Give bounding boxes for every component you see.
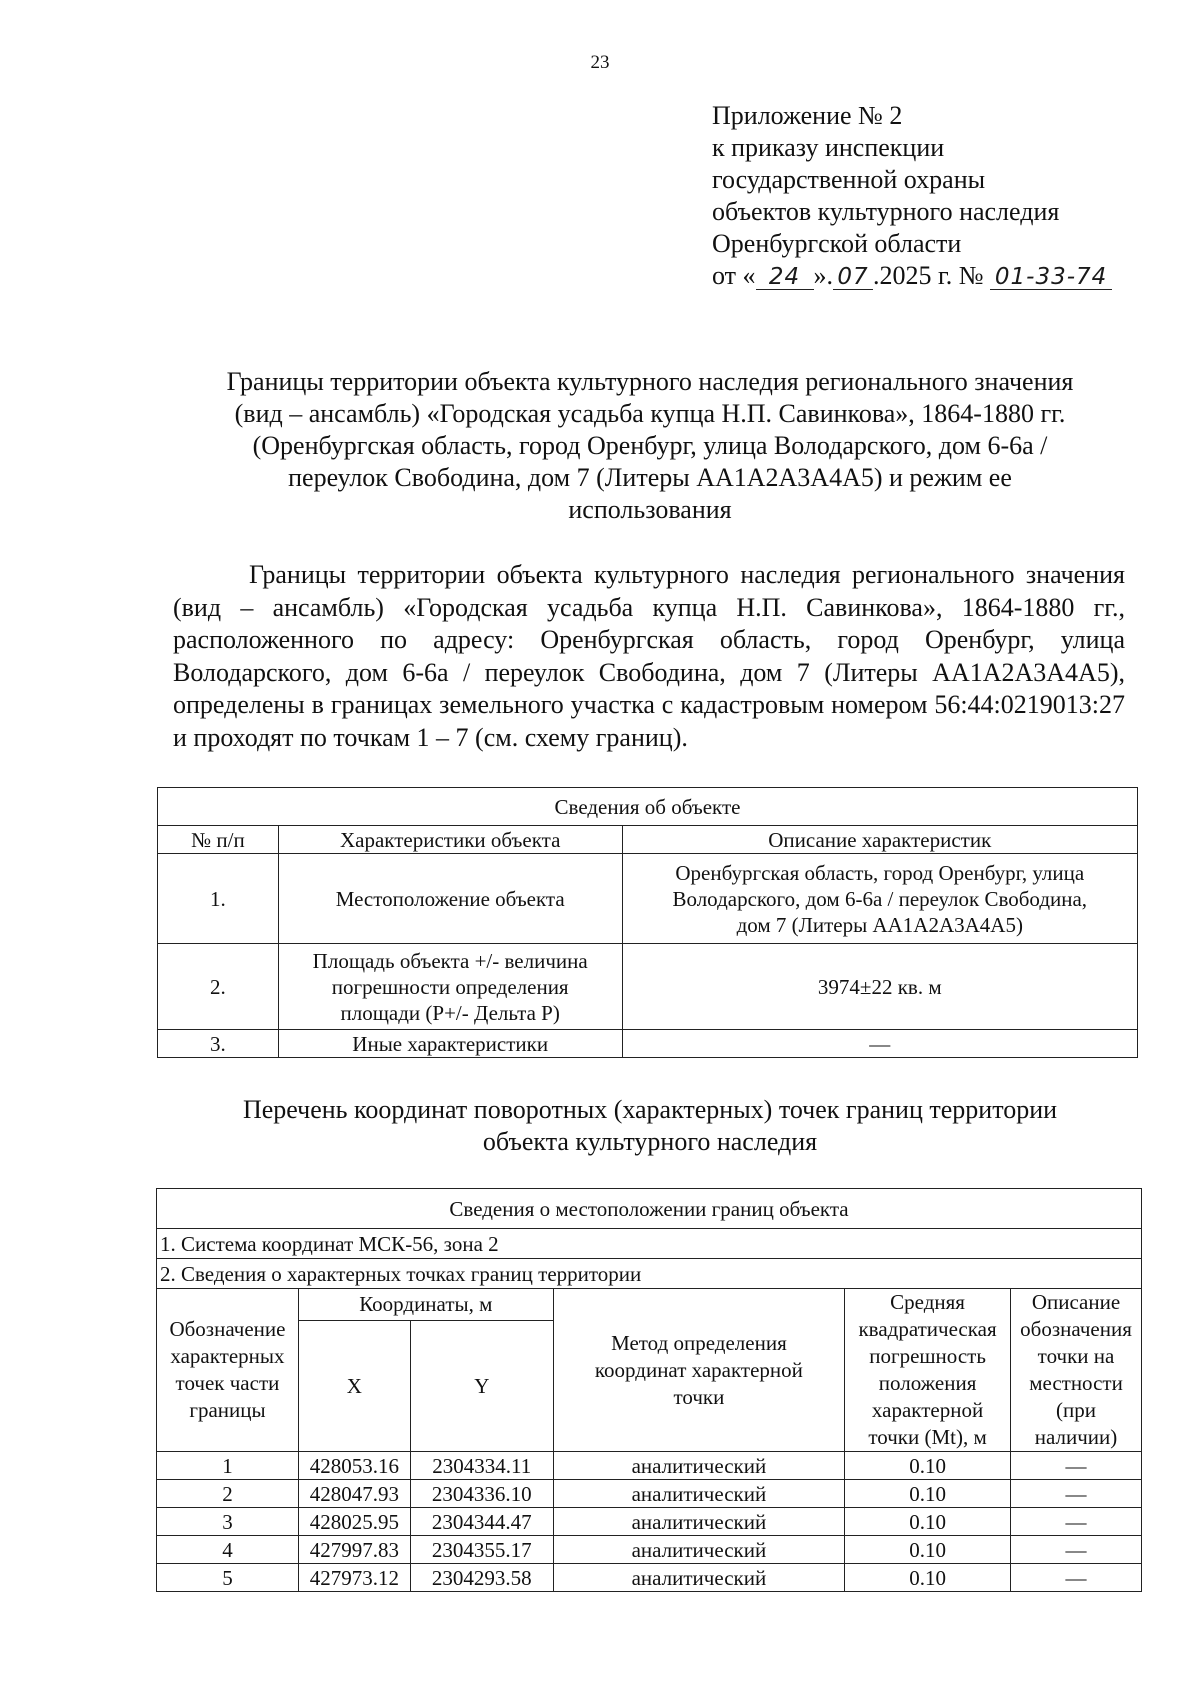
x-value: 428025.95: [298, 1508, 410, 1536]
point-number: 1: [157, 1452, 299, 1480]
y-value: 2304293.58: [410, 1564, 553, 1592]
x-header: X: [298, 1321, 410, 1452]
characteristic-description: 3974±22 кв. м: [622, 944, 1137, 1030]
y-value: 2304334.11: [410, 1452, 553, 1480]
error-value: 0.10: [845, 1536, 1011, 1564]
characteristic-name: [278, 944, 622, 1030]
header-line: Метод определения: [611, 1330, 787, 1355]
x-value: 428053.16: [298, 1452, 410, 1480]
header-line: (при: [1056, 1398, 1096, 1422]
object-table-caption: Сведения об объекте: [158, 788, 1138, 826]
header-line: Описание: [1031, 1290, 1121, 1314]
title-line: (вид – ансамбль) «Городская усадьба купца Н.П. Савинкова», 1864-1880 гг.: [234, 399, 1066, 428]
coord-table-caption: Сведения о местоположении границ объекта: [157, 1189, 1142, 1229]
point-number: 2: [157, 1480, 299, 1508]
y-header: Y: [410, 1321, 553, 1452]
y-value: 2304336.10: [410, 1480, 553, 1508]
header-line: обозначения: [1020, 1317, 1132, 1341]
column-header: Описание характеристик: [622, 826, 1137, 854]
method-value: аналитический: [553, 1452, 844, 1480]
section-title-line: Перечень координат поворотных (характерных) точек границ территории: [242, 1095, 1058, 1124]
row-number: 2.: [158, 944, 279, 1030]
error-value: 0.10: [845, 1508, 1011, 1536]
point-description: —: [1011, 1508, 1142, 1536]
table-row: [157, 1508, 1142, 1536]
method-value: аналитический: [553, 1508, 844, 1536]
header-line: точки на: [1037, 1344, 1115, 1368]
designation-header: [157, 1289, 299, 1452]
column-header: Характеристики объекта: [278, 826, 622, 854]
point-description: —: [1011, 1480, 1142, 1508]
table-row: [158, 944, 1138, 1030]
characteristic-description: [622, 854, 1137, 944]
point-number: 3: [157, 1508, 299, 1536]
table-row: [158, 854, 1138, 944]
header-line: погрешность: [869, 1344, 986, 1368]
error-value: 0.10: [845, 1480, 1011, 1508]
table-row: [157, 1536, 1142, 1564]
header-line: положения: [878, 1371, 977, 1395]
table-row: [157, 1452, 1142, 1480]
description-header: [1011, 1289, 1142, 1452]
method-value: аналитический: [553, 1536, 844, 1564]
title-line: использования: [568, 495, 732, 524]
coordinates-table: [156, 1188, 1142, 1592]
y-value: 2304355.17: [410, 1536, 553, 1564]
x-value: 427973.12: [298, 1564, 410, 1592]
title-line: переулок Свободина, дом 7 (Литеры АА1А2А3А4А5) и режим ее: [288, 463, 1012, 492]
order-date-line: [712, 260, 1112, 292]
point-description: —: [1011, 1452, 1142, 1480]
description-line: Оренбургская область, город Оренбург, улица: [675, 860, 1085, 885]
method-value: аналитический: [553, 1480, 844, 1508]
column-header: № п/п: [158, 826, 279, 854]
date-mid: ».: [813, 261, 834, 290]
header-line: Обозначение: [169, 1317, 286, 1341]
title-line: Границы территории объекта культурного наследия регионального значения: [226, 367, 1074, 396]
x-value: 427997.83: [298, 1536, 410, 1564]
point-number: 4: [157, 1536, 299, 1564]
appendix-line: Оренбургской области: [712, 229, 962, 258]
header-line: точки: [673, 1384, 725, 1409]
title-line: (Оренбургская область, город Оренбург, улица Володарского, дом 6-6а /: [252, 431, 1048, 460]
header-line: местности: [1029, 1371, 1123, 1395]
characteristic-name: Местоположение объекта: [278, 854, 622, 944]
method-value: аналитический: [553, 1564, 844, 1592]
x-value: 428047.93: [298, 1480, 410, 1508]
coordinates-section-title: [150, 1094, 1150, 1158]
header-line: наличии): [1034, 1425, 1118, 1449]
characteristic-description: —: [622, 1030, 1137, 1058]
section-title-line: объекта культурного наследия: [482, 1127, 818, 1156]
page-number: 23: [590, 52, 610, 73]
table-row: [157, 1480, 1142, 1508]
handwritten-day: 24: [756, 265, 814, 290]
appendix-line: государственной охраны: [712, 165, 986, 194]
header-line: квадратическая: [858, 1317, 997, 1341]
header-line: точки (Mt), м: [868, 1425, 987, 1449]
object-info-table: [157, 787, 1138, 1058]
error-value: 0.10: [845, 1452, 1011, 1480]
handwritten-order-number: 01-33-74: [990, 265, 1112, 290]
header-line: характерной: [871, 1398, 984, 1422]
document-title: [150, 366, 1150, 526]
header-line: координат характерной: [594, 1357, 803, 1382]
date-year: .2025 г. №: [873, 261, 984, 290]
appendix-line: к приказу инспекции: [712, 133, 945, 162]
row-number: 1.: [158, 854, 279, 944]
method-header: [553, 1289, 844, 1452]
error-header: [845, 1289, 1011, 1452]
appendix-line: Приложение № 2: [712, 101, 903, 130]
description-line: Володарского, дом 6-6а / переулок Свободина,: [672, 886, 1088, 911]
body-paragraph: Границы территории объекта культурного наследия регионального значения (вид – ансамбль) «Городская усадьба купца Н.П. Савинкова», 1864-1880 гг., расположенного по адресу: Оренбургская область, город Оренбург, улица Володарского, дом 6-6а / переулок Свободина, дом 7 (Литеры АА1А2А3А4А5), определены в границах земельного участка с кадастровым номером 56:44:0219013:27 и проходят по точкам 1 – 7 (см. схему границ).: [173, 560, 1125, 752]
header-line: характерных: [170, 1344, 285, 1368]
name-line: площади (P+/- Дельта P): [340, 1000, 560, 1025]
points-caption: 2. Сведения о характерных точках границ территории: [157, 1259, 1142, 1289]
error-value: 0.10: [845, 1564, 1011, 1592]
row-number: 3.: [158, 1030, 279, 1058]
appendix-line: объектов культурного наследия: [712, 197, 1060, 226]
coordinate-system: 1. Система координат МСК-56, зона 2: [157, 1229, 1142, 1259]
description-line: дом 7 (Литеры АА1А2А3А4А5): [736, 912, 1023, 937]
header-line: Средняя: [890, 1290, 965, 1314]
point-number: 5: [157, 1564, 299, 1592]
characteristic-name: Иные характеристики: [278, 1030, 622, 1058]
name-line: Площадь объекта +/- величина: [312, 948, 588, 973]
y-value: 2304344.47: [410, 1508, 553, 1536]
coordinates-header: Координаты, м: [298, 1289, 553, 1321]
appendix-header: [712, 100, 1112, 292]
table-row: [158, 1030, 1138, 1058]
name-line: погрешности определения: [331, 974, 569, 999]
point-description: —: [1011, 1536, 1142, 1564]
point-description: —: [1011, 1564, 1142, 1592]
handwritten-month: 07: [833, 265, 873, 290]
date-prefix: от «: [712, 261, 756, 290]
header-line: границы: [189, 1398, 266, 1422]
table-row: [157, 1564, 1142, 1592]
header-line: точек части: [175, 1371, 280, 1395]
